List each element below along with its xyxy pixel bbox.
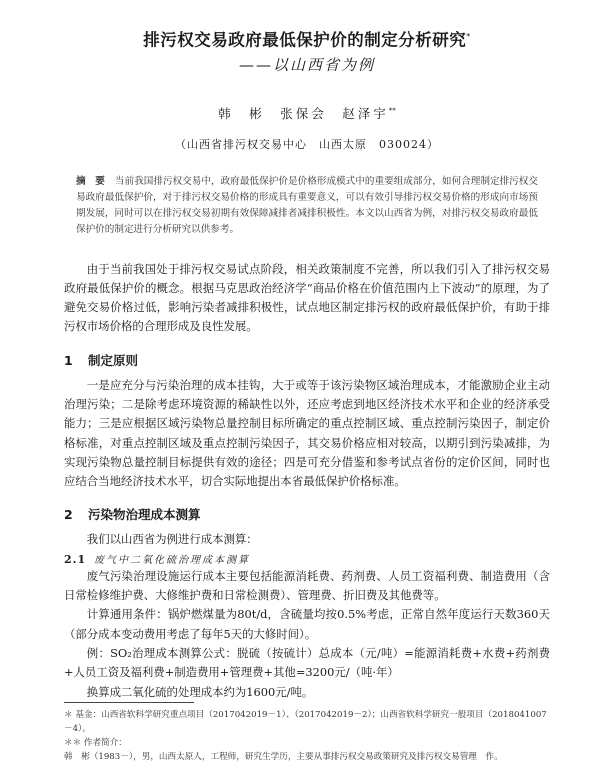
abstract <box>76 174 538 238</box>
paper-title: 排污权交易政府最低保护价的制定分析研究* <box>143 30 471 50</box>
section-2-1-paragraph-4: 换算成二氧化硫的处理成本约为1600元/吨。 <box>86 684 314 699</box>
section-1-body: 一是应充分与污染治理的成本挂钩，大于或等于该污染物区域治理成本，才能激励企业主动治理污染；二是除考虑环境资源的稀缺性以外，还应考虑到地区经济技术水平和企业的经济承受能力；三是应根据区域污染物总量控制目标所确定的重点控制区域、重点控制污染因子，制定价格标准，对重点控制区域及重点控制污染因子，其交易价格应相对较高，以期引到污染减排，为实现污染物总量控制目标提供有效的途径；四是可充分借鉴和参考试点省份的定价区间，同时也应结合当地经济技术水平，切合实际地提出本省最低保护价格标准。 <box>64 377 550 489</box>
footnote-divider <box>64 702 194 703</box>
section-2-1-paragraph-2: 计算通用条件：锅炉燃煤量为80t/d，含硫量均按0.5%考虑，正常自然年度运行天数360天（部分成本变动费用考虑了每年5天的大修时间）。 <box>64 607 550 641</box>
section-2-1-paragraph-1: 废气污染治理设施运行成本主要包括能源消耗费、药剂费、人员工资福利费、制造费用（含日常检修维护费、大修维护费和日常检测费）、管理费、折旧费及其他费等。 <box>64 568 550 603</box>
author-list: 韩 彬 张保会 赵泽宇** <box>218 105 396 121</box>
abstract-label: 摘 要 <box>76 175 105 187</box>
footnote-fund: ＊ 基金：山西省软科学研究重点项目（2017042019－1）、（2017042019－2）；山西省软科学研究一般项目（2018041007－4）。 <box>64 710 547 734</box>
footnote-author-label: ＊＊ 作者简介： <box>64 738 127 748</box>
section-1-heading: 1 制定原则 <box>64 352 139 368</box>
intro-paragraph: 由于当前我国处于排污权交易试点阶段，相关政策制度不完善，所以我们引入了排污权交易政府最低保护价的概念。根据马克思政治经济学“商品价格在价值范围内上下波动”的原理，为了避免交易价格过低，影响污染者减排积极性，试点地区制定排污权的政府最低保护价，有助于排污权市场价格的合理形成及良性发展。 <box>64 261 550 334</box>
author-footnote-mark: ** <box>388 106 396 115</box>
section-2-intro: 我们以山西省为例进行成本测算： <box>86 532 258 547</box>
section-2-heading: 2 污染物治理成本测算 <box>64 507 201 523</box>
author-affiliation: （山西省排污权交易中心 山西太原 030024） <box>175 137 439 151</box>
footnote-author-bio: 韩 彬（1983－），男，山西太原人，工程师，研究生学历，主要从事排污权交易政策研究及排污权交易管理 作。 <box>64 752 503 762</box>
section-2-1-paragraph-3: 例：SO₂治理成本测算公式：脱硫（按硫计）总成本（元/吨）=能源消耗费+水费+药剂费+人员工资及福利费+制造费用+管理费+其他=3200元/（吨·年） <box>64 645 550 680</box>
paper-subtitle: ——以山西省为例 <box>238 55 375 74</box>
subsection-2-1-heading: 2.1 废气中二氧化硫治理成本测算 <box>64 552 250 566</box>
title-footnote-mark: * <box>466 32 471 41</box>
footnotes <box>64 708 550 764</box>
abstract-text: 当前我国排污权交易中，政府最低保护价是价格形成模式中的重要组成部分，如何合理制定排污权交易政府最低保护价，对于排污权交易价格的形成具有重要意义，可以有效引导排污权交易价格的形成向市场预期发展，同时可以在排污权交易初期有效保障减排者减排积极性。本文以山西省为例，对排污权交易政府最低保护价的制定进行分析研究以供参考。 <box>76 175 539 235</box>
